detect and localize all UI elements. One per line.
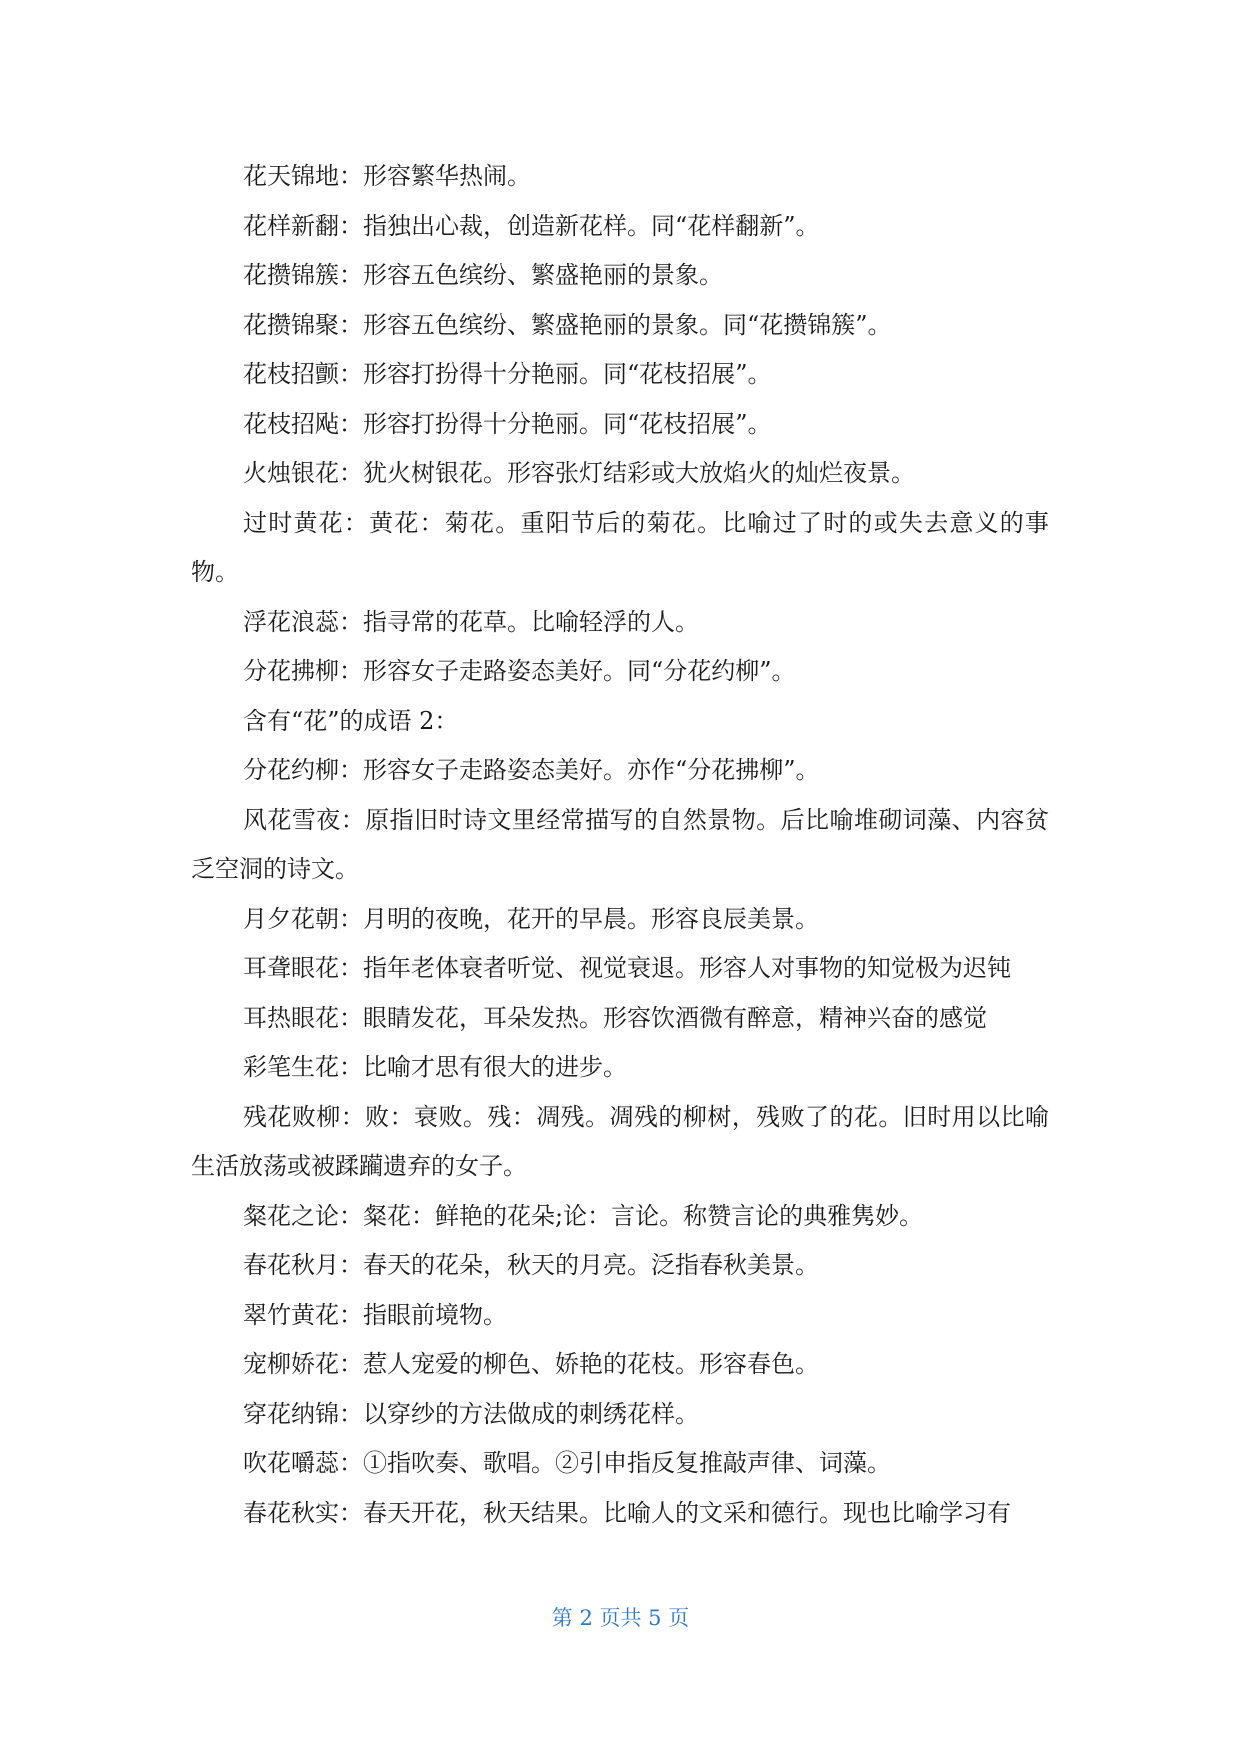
idiom-entry: 花枝招飐：形容打扮得十分艳丽。同“花枝招展”。 [243,409,772,438]
idiom-entry: 月夕花朝：月明的夜晚，花开的早晨。形容良辰美景。 [243,904,819,933]
idiom-entry: 春花秋实：春天开花，秋天结果。比喻人的文采和德行。现也比喻学习有 [243,1498,1011,1527]
idiom-entry: 花攒锦簇：形容五色缤纷、繁盛艳丽的景象。 [243,261,723,289]
idiom-entry: 粲花之论：粲花：鲜艳的花朵;论：言论。称赞言论的典雅隽妙。 [243,1201,924,1230]
idiom-entry: 花攒锦聚：形容五色缤纷、繁盛艳丽的景象。同“花攒锦簇”。 [243,310,892,339]
idiom-entry: 花样新翻：指独出心裁，创造新花样。同“花样翻新”。 [243,211,820,240]
idiom-entry: 风花雪夜：原指旧时诗文里经常描写的自然景物。后比喻堆砌词藻、内容贫乏空洞的诗文。 [191,805,1049,883]
page-body [191,152,1049,1538]
idiom-entry: 火烛银花：犹火树银花。形容张灯结彩或大放焰火的灿烂夜景。 [243,459,915,487]
idiom-entry: 花天锦地：形容繁华热闹。 [243,162,531,190]
idiom-entry: 分花约柳：形容女子走路姿态美好。亦作“分花拂柳”。 [243,756,820,784]
idiom-entry: 宠柳娇花：惹人宠爱的柳色、娇艳的花枝。形容春色。 [243,1350,819,1378]
idiom-entry: 春花秋月：春天的花朵，秋天的月亮。泛指春秋美景。 [243,1251,819,1279]
idiom-entry: 穿花纳锦：以穿纱的方法做成的刺绣花样。 [243,1399,699,1428]
idiom-entry: 分花拂柳：形容女子走路姿态美好。同“分花约柳”。 [243,657,796,685]
idiom-entry: 吹花嚼蕊：①指吹奏、歌唱。②引申指反复推敲声律、词藻。 [243,1449,891,1477]
section-heading: 含有“花”的成语 2： [243,706,459,735]
idiom-entry: 彩笔生花：比喻才思有很大的进步。 [243,1053,627,1081]
idiom-entry: 浮花浪蕊：指寻常的花草。比喻轻浮的人。 [243,607,699,636]
idiom-entry: 耳聋眼花：指年老体衰者听觉、视觉衰退。形容人对事物的知觉极为迟钝 [243,954,1011,982]
idiom-entry: 残花败柳：败：衰败。残：凋残。凋残的柳树，残败了的花。旧时用以比喻生活放荡或被蹂躏遗弃的女子。 [191,1102,1049,1180]
idiom-entry: 翠竹黄花：指眼前境物。 [243,1300,507,1329]
page-number-footer: 第 2 页共 5 页 [551,1606,690,1630]
idiom-entry: 花枝招颤：形容打扮得十分艳丽。同“花枝招展”。 [243,360,772,388]
idiom-entry: 耳热眼花：眼睛发花，耳朵发热。形容饮酒微有醉意，精神兴奋的感觉 [243,1003,987,1032]
idiom-entry: 过时黄花：黄花：菊花。重阳节后的菊花。比喻过了时的或失去意义的事物。 [191,508,1049,586]
